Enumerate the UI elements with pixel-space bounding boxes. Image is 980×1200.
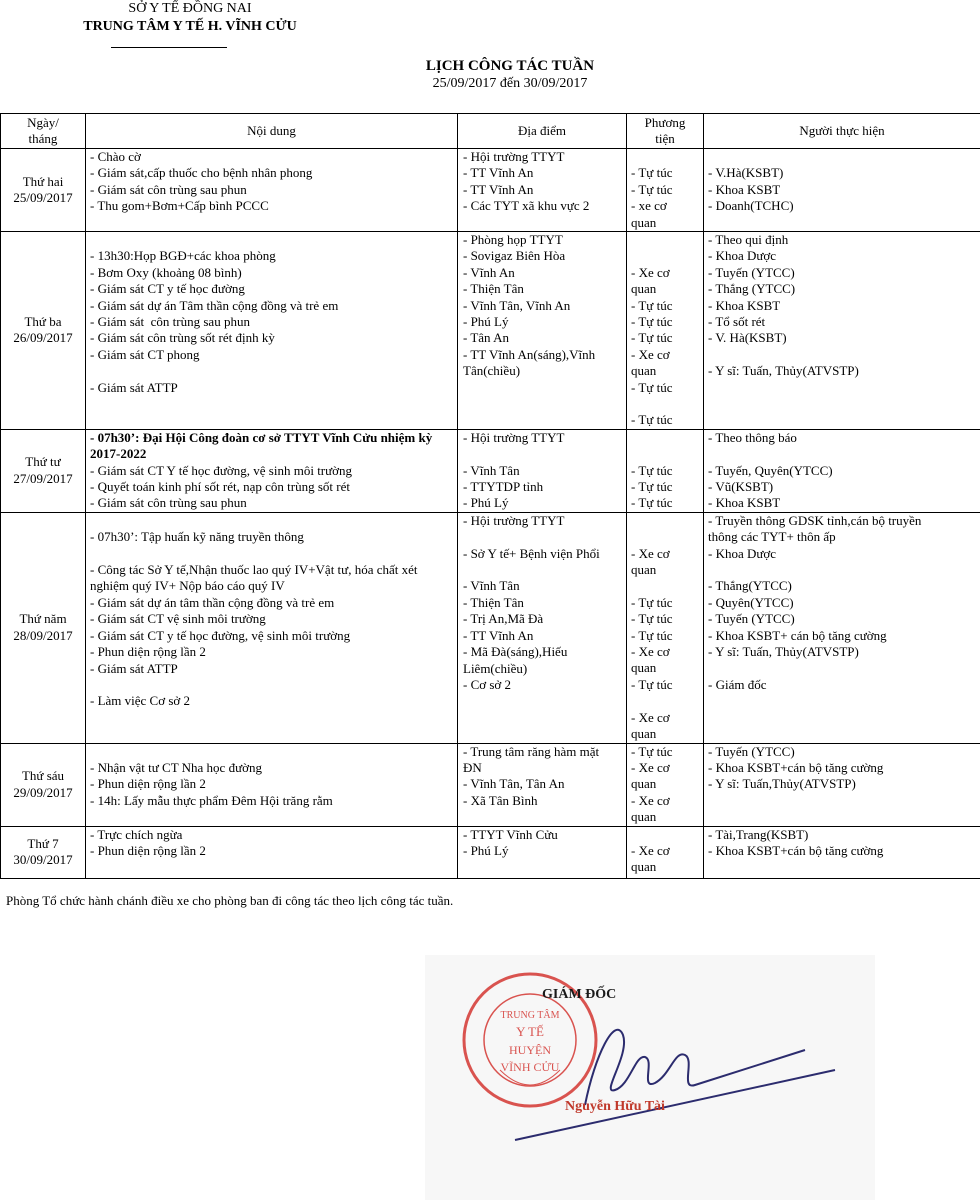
cell-line: - Xe cơ quan [631, 792, 670, 825]
cell-line: - Sở Y tế+ Bệnh viện Phổi [463, 545, 600, 561]
org-parent-name: SỞ Y TẾ ĐỒNG NAI [128, 1, 252, 16]
cell-line [631, 693, 699, 709]
cell-line: - Giám sát CT phong [90, 346, 200, 362]
cell-line: - Xe cơ quan [631, 346, 670, 379]
vehicle-cell [627, 512, 704, 743]
cell-line [463, 446, 622, 462]
cell-line: - TTYTDP tỉnh [463, 479, 544, 495]
seal-text-3: HUYỆN [509, 1043, 551, 1057]
cell-line: - Tài,Trang(KSBT) [708, 826, 809, 842]
cell-line [631, 446, 699, 462]
cell-line: - TT Vĩnh An [463, 627, 534, 643]
cell-line: - Tự túc [631, 330, 673, 346]
cell-line: - Khoa Dược [708, 545, 777, 561]
cell-line: - Giám sát côn trùng sau phun [90, 181, 247, 197]
content-cell [86, 743, 458, 826]
cell-line [631, 396, 699, 412]
cell-line: - Thiện Tân [463, 281, 524, 297]
cell-line: - Vũ(KSBT) [708, 479, 774, 495]
org-underline [111, 47, 227, 48]
cell-line: - Xe cơ quan [631, 709, 670, 742]
person-cell [704, 149, 980, 232]
cell-line: - TT Vĩnh An(sáng),Vĩnh Tân(chiều) [463, 346, 596, 379]
cell-line: - Khoa KSBT+cán bộ tăng cường [708, 759, 884, 775]
cell-line: - Cơ sở 2 [463, 676, 512, 692]
cell-line: - Giám sát ATTP [90, 379, 178, 395]
cell-line: - V. Hà(KSBT) [708, 330, 787, 346]
document-title: LỊCH CÔNG TÁC TUẦN [425, 58, 595, 74]
table-header-row [1, 114, 980, 149]
day-cell [1, 232, 86, 430]
cell-line: - Giám sát côn trùng sốt rét định kỳ [90, 330, 275, 346]
cell-line: - Phun diện rộng lần 2 [90, 776, 206, 792]
cell-line: - Tự túc [631, 314, 673, 330]
cell-line: - Doanh(TCHC) [708, 198, 794, 214]
cell-line: - Y sĩ: Tuấn, Thủy(ATVSTP) [708, 363, 859, 379]
cell-line: - TT Vĩnh An [463, 165, 534, 181]
seal-text-4: VĨNH CỬU [500, 1060, 560, 1074]
cell-line [90, 363, 453, 379]
column-header-label: Người thực hiện [799, 122, 885, 138]
cell-line: - Thu gom+Bơm+Cấp bình PCCC [90, 198, 269, 214]
signer-name: Nguyễn Hữu Tài [565, 1099, 665, 1114]
cell-line: - Tự túc [631, 479, 673, 495]
cell-line: - Tự túc [631, 495, 673, 511]
cell-line [631, 430, 699, 446]
cell-line: - Giám sát CT vệ sinh môi trường [90, 611, 266, 627]
vehicle-cell [627, 149, 704, 232]
cell-line [708, 149, 976, 165]
cell-line: - Phú Lý [463, 314, 509, 330]
cell-line: - Theo thông báo [708, 429, 797, 445]
cell-line: - Tuyến, Quyên(YTCC) [708, 462, 833, 478]
cell-line [90, 232, 453, 248]
cell-line: - Khoa KSBT [708, 181, 781, 197]
cell-line: - Hội trường TTYT [463, 149, 565, 164]
cell-line [708, 661, 976, 677]
cell-line: - Tự túc [631, 676, 673, 692]
column-header-vehicle [627, 114, 704, 149]
place-cell [458, 429, 627, 512]
day-label: Thứ hai 25/09/2017 [13, 173, 73, 205]
cell-line: - Tuyến (YTCC) [708, 264, 795, 280]
table-row [1, 149, 980, 232]
cell-line: - Xe cơ quan [631, 264, 670, 297]
table-row [1, 429, 980, 512]
cell-line [631, 529, 699, 545]
cell-line: - Vĩnh Tân [463, 462, 520, 478]
cell-line [631, 248, 699, 264]
column-header-label: Ngày/ tháng [27, 114, 59, 146]
cell-line: - Thiện Tân [463, 594, 524, 610]
day-cell [1, 826, 86, 878]
schedule-table [0, 113, 980, 879]
vehicle-cell [627, 826, 704, 878]
signer-title: GIÁM ĐỐC [542, 987, 617, 1002]
person-cell [704, 232, 980, 430]
document-title-block [0, 57, 980, 93]
column-header-label: Địa điểm [517, 122, 566, 138]
cell-line: - Bơm Oxy (khoảng 08 bình) [90, 264, 242, 280]
cell-line: - Hội trường TTYT [463, 512, 565, 528]
cell-line: - Theo qui định [708, 232, 789, 248]
cell-line: - Xe cơ quan [631, 545, 670, 578]
cell-line: - Xã Tân Bình [463, 792, 538, 808]
cell-line: - Giám sát côn trùng sau phun [90, 314, 250, 330]
content-cell [86, 512, 458, 743]
cell-line: - Mã Đà(sáng),Hiếu Liêm(chiều) [463, 644, 568, 676]
cell-line [90, 677, 453, 693]
cell-line [90, 744, 453, 760]
cell-line: - Xe cơ quan [631, 644, 670, 676]
content-cell [86, 826, 458, 878]
date-range: 25/09/2017 đến 30/09/2017 [432, 76, 588, 91]
cell-line: - Quyết toán kinh phí sốt rét, nạp côn trùng sốt rét [90, 479, 350, 495]
content-cell [86, 232, 458, 430]
day-label: Thứ tư 27/09/2017 [13, 454, 73, 486]
cell-line [90, 546, 453, 562]
cell-line: - Tuyến (YTCC) [708, 743, 795, 759]
cell-line: - Giám sát CT y tế học đường, vệ sinh môi trường [90, 627, 351, 643]
person-cell [704, 826, 980, 878]
cell-line: - 13h30:Họp BGĐ+các khoa phòng [90, 248, 276, 264]
table-row [1, 232, 980, 430]
cell-line: - Giám đốc [708, 676, 767, 692]
cell-line: - Khoa KSBT+cán bộ tăng cường [708, 842, 884, 858]
cell-line: - Công tác Sở Y tế,Nhận thuốc lao quý IV+Vật tư, hóa chất xét nghiệm quý IV+ Nộp báo cáo quý IV [90, 562, 421, 594]
vehicle-cell [627, 232, 704, 430]
column-header-person [704, 114, 980, 149]
cell-line: - Tự túc [631, 379, 673, 395]
cell-line: - Tự túc [631, 181, 673, 197]
cell-line: - Phú Lý [463, 495, 509, 511]
cell-line: - Vĩnh Tân [463, 578, 520, 594]
table-row [1, 826, 980, 878]
cell-line [631, 232, 699, 248]
cell-line: - Giám sát,cấp thuốc cho bệnh nhân phong [90, 165, 313, 181]
column-header-place [458, 114, 627, 149]
vehicle-cell [627, 743, 704, 826]
person-cell [704, 743, 980, 826]
day-cell [1, 512, 86, 743]
place-cell [458, 232, 627, 430]
day-cell [1, 149, 86, 232]
cell-line: - Phú Lý [463, 842, 509, 858]
place-cell [458, 149, 627, 232]
cell-line [631, 578, 699, 594]
cell-line: - Tuyến (YTCC) [708, 611, 795, 627]
cell-line: - Giám sát côn trùng sau phun [90, 495, 247, 511]
cell-line [631, 149, 699, 165]
cell-line: - Khoa KSBT+ cán bộ tăng cường [708, 627, 887, 643]
cell-line: - Trị An,Mã Đà [463, 611, 544, 627]
cell-line: - Tự túc [631, 412, 673, 428]
cell-line: - Giám sát dự án tâm thần cộng đồng và trẻ em [90, 594, 335, 610]
table-row [1, 743, 980, 826]
cell-line-bold: - 07h30’: Đại Hội Công đoàn cơ sở TTYT Vĩnh Cửu nhiệm kỳ 2017-2022 [90, 429, 436, 462]
cell-line: - Giám sát dự án Tâm thần cộng đồng và trẻ em [90, 297, 339, 313]
org-name: TRUNG TÂM Y TẾ H. VĨNH CỬU [83, 19, 297, 34]
schedule-body [1, 149, 980, 879]
content-cell [86, 149, 458, 232]
place-cell [458, 826, 627, 878]
cell-line: - Trung tâm răng hàm mặt ĐN [463, 743, 600, 775]
cell-line: - Xe cơ quan [631, 842, 670, 875]
cell-line: - Thắng (YTCC) [708, 281, 796, 297]
cell-line: - Xe cơ quan [631, 759, 670, 792]
cell-line: - Giám sát CT y tế học đường [90, 281, 245, 297]
cell-line: - TTYT Vĩnh Cửu [463, 826, 558, 842]
cell-line: - Tự túc [631, 594, 673, 610]
footer-note: Phòng Tổ chức hành chánh điều xe cho phòng ban đi công tác theo lịch công tác tuần. [6, 893, 454, 908]
table-row [1, 512, 980, 743]
cell-line: - Tự túc [631, 627, 673, 643]
cell-line: - Giám sát CT Y tế học đường, vệ sinh môi trường [90, 462, 353, 478]
cell-line: - Tự túc [631, 743, 673, 759]
cell-line: - Vĩnh An [463, 264, 515, 280]
organization-header [40, 0, 340, 36]
cell-line: - Quyên(YTCC) [708, 594, 794, 610]
cell-line: - Thắng(YTCC) [708, 578, 792, 594]
cell-line: - Tự túc [631, 462, 673, 478]
cell-line: - Khoa Dược [708, 248, 777, 264]
column-header-date [1, 114, 86, 149]
cell-line: - Phun diện rộng lần 2 [90, 842, 206, 858]
seal-text-2: Y TẾ [516, 1024, 544, 1039]
cell-line [631, 827, 699, 843]
place-cell [458, 512, 627, 743]
day-label: Thứ năm 28/09/2017 [13, 611, 73, 643]
handwritten-signature [505, 995, 845, 1145]
person-cell [704, 429, 980, 512]
cell-line: - Tự túc [631, 297, 673, 313]
cell-line [708, 347, 976, 363]
seal-text-1: TRUNG TÂM [500, 1010, 560, 1021]
cell-line: - 07h30’: Tập huấn kỹ năng truyền thông [90, 529, 304, 545]
cell-line: - Tổ sốt rét [708, 314, 766, 330]
cell-line [463, 529, 622, 545]
cell-line [90, 513, 453, 529]
day-cell [1, 429, 86, 512]
cell-line: - TT Vĩnh An [463, 181, 534, 197]
cell-line: - Tự túc [631, 611, 673, 627]
cell-line: - Nhận vật tư CT Nha học đường [90, 759, 263, 775]
cell-line: - Trực chích ngừa [90, 826, 183, 842]
cell-line: - Hội trường TTYT [463, 429, 565, 445]
cell-line: - Vĩnh Tân, Tân An [463, 776, 565, 792]
cell-line [708, 562, 976, 578]
place-cell [458, 743, 627, 826]
cell-line: - Truyền thông GDSK tỉnh,cán bộ truyền thông các TYT+ thôn ấp [708, 512, 922, 545]
cell-line: - Làm việc Cơ sở 2 [90, 693, 191, 709]
cell-line: - Các TYT xã khu vực 2 [463, 198, 590, 214]
column-header-content [86, 114, 458, 149]
cell-line: - xe cơ quan [631, 198, 667, 230]
vehicle-cell [627, 429, 704, 512]
cell-line: - Chào cờ [90, 149, 141, 164]
day-label: Thứ 7 30/09/2017 [13, 835, 73, 868]
cell-line: - Khoa KSBT [708, 495, 781, 511]
column-header-label: Phương tiện [644, 114, 686, 146]
cell-line: - Khoa KSBT [708, 297, 781, 313]
cell-line [708, 446, 976, 462]
cell-line: - Phòng họp TTYT [463, 232, 563, 248]
content-cell [86, 429, 458, 512]
day-cell [1, 743, 86, 826]
cell-line: - Tự túc [631, 165, 673, 181]
cell-line: - Tân An [463, 330, 509, 346]
cell-line: - Sovigaz Biên Hòa [463, 248, 566, 264]
cell-line [631, 513, 699, 529]
signature-block [425, 955, 875, 1200]
cell-line: - Vĩnh Tân, Vĩnh An [463, 297, 571, 313]
day-label: Thứ sáu 29/09/2017 [13, 768, 73, 800]
cell-line: - 14h: Lấy mẫu thực phẩm Đêm Hội trăng rằm [90, 792, 333, 808]
cell-line: - Giám sát ATTP [90, 660, 178, 676]
column-header-label: Nội dung [247, 122, 296, 138]
cell-line: - V.Hà(KSBT) [708, 165, 784, 181]
cell-line: - Y sĩ: Tuấn,Thủy(ATVSTP) [708, 776, 856, 792]
cell-line: - Phun diện rộng lần 2 [90, 644, 206, 660]
person-cell [704, 512, 980, 743]
day-label: Thứ ba 26/09/2017 [13, 314, 73, 346]
cell-line [463, 562, 622, 578]
cell-line: - Y sĩ: Tuấn, Thủy(ATVSTP) [708, 644, 859, 660]
